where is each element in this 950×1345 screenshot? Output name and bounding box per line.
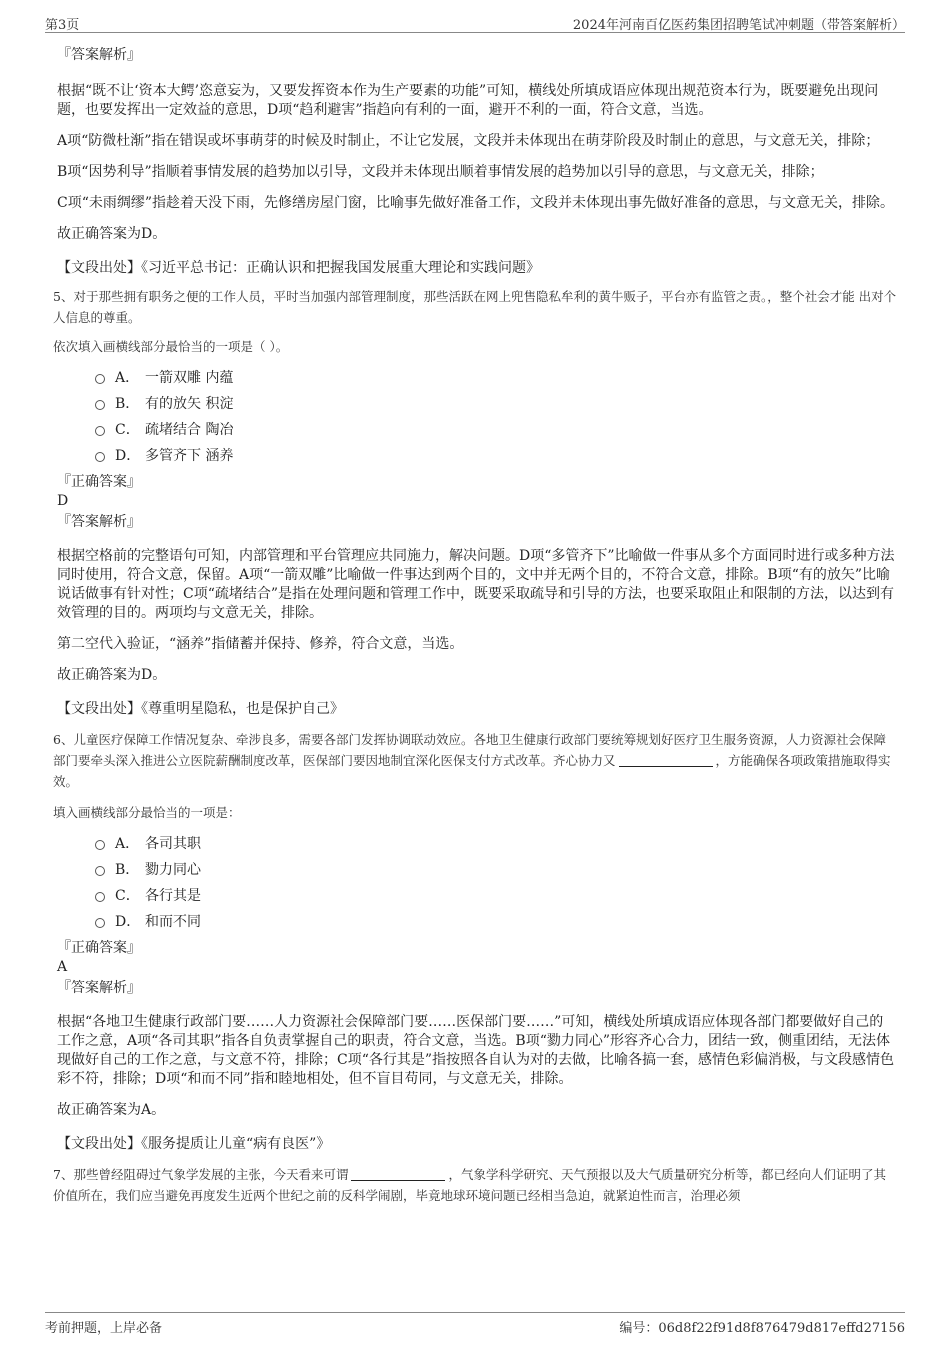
q5-stem: 5、对于那些拥有职务之便的工作人员，平时当加强内部管理制度，那些活跃在网上兜售隐私牟利的黄牛贩子，平台亦有监管之责。，整个社会才能 出对个人信息的尊重。 [53, 289, 897, 325]
q5-option-a[interactable] [95, 365, 897, 391]
q5-option-d[interactable] [95, 443, 897, 469]
radio-icon[interactable] [95, 374, 105, 384]
footer-slogan: 考前押题，上岸必备 [45, 1321, 163, 1336]
q6-option-d[interactable] [95, 909, 897, 935]
q6-option-b[interactable] [95, 857, 897, 883]
q4-analysis-paragraph: B项“因势利导”指顺着事情发展的趋势加以引导，文段并未体现出顺着事情发展的趋势加以引导的意思，与文意无关，排除； [57, 164, 824, 180]
q5-prompt: 依次填入画横线部分最恰当的一项是（ ）。 [53, 339, 289, 354]
document-code: 编号：06d8f22f91d8f876479d817effd27156 [619, 1321, 905, 1336]
page-header [45, 12, 905, 33]
q5-option-b[interactable] [95, 391, 897, 417]
q6-conclusion: 故正确答案为A。 [57, 1102, 166, 1118]
q6-stem-part: 6、儿童医疗保障工作情况复杂、牵涉良多，需要各部门发挥协调联动效应。各地卫生健康行政部门要统筹规划好医疗卫生服务资源，人力资源社会保障部门要牵头深入推进公立医院薪酬制度改革，医保部门要因地制宜深化医保支付方式改革。齐心协力又 [53, 732, 886, 768]
radio-icon[interactable] [95, 866, 105, 876]
q7-stem [53, 1164, 897, 1206]
document-body [53, 44, 897, 1206]
option-key: D． [115, 914, 141, 930]
q7-stem-part: 7、那些曾经阻碍过气象学发展的主张，今天看来可谓 [53, 1167, 349, 1182]
option-text: 各行其是 [145, 888, 201, 904]
q6-analysis-label: 『答案解析』 [57, 980, 141, 996]
q4-analysis-paragraph: A项“防微杜渐”指在错误或坏事萌芽的时候及时制止，不让它发展，文段并未体现出在萌芽阶段及时制止的意思，与文意无关，排除； [57, 133, 880, 149]
q5-analysis-paragraph: 根据空格前的完整语句可知，内部管理和平台管理应共同施力，解决问题。D项“多管齐下”比喻做一件事从多个方面同时进行或多种方法同时使用，符合文意，保留。A项“一箭双雕”比喻做一件事达到两个目的，文中并无两个目的，不符合文意，排除。B项“有的放矢”比喻说话做事有针对性；C项“疏堵结合”是指在处理问题和管理工作中，既要采取疏导和引导的方法，也要采取阻止和限制的方法，以达到有效管理的目的。两项均与文意无关，排除。 [57, 548, 895, 621]
option-text: 勠力同心 [145, 862, 201, 878]
q5-answer-label: 『正确答案』 [57, 474, 141, 490]
q6-options [57, 831, 897, 935]
q6-option-a[interactable] [95, 831, 897, 857]
answer-blank [619, 752, 713, 767]
radio-icon[interactable] [95, 426, 105, 436]
q5-answer: D [57, 493, 69, 509]
q5-option-c[interactable] [95, 417, 897, 443]
option-key: A． [115, 836, 140, 852]
q5-analysis-paragraph: 第二空代入验证，“涵养”指储蓄并保持、修养，符合文意，当选。 [57, 636, 464, 652]
option-text: 有的放矢 积淀 [145, 396, 234, 412]
option-text: 疏堵结合 陶冶 [145, 422, 234, 438]
q4-analysis-paragraph: 根据“既不让‘资本大鳄’恣意妄为，又要发挥资本作为生产要素的功能”可知，横线处所填成语应体现出规范资本行为，既要避免出现问题，也要发挥出一定效益的意思，D项“趋利避害”指趋向有利的一面，避开不利的一面，符合文意，当选。 [57, 83, 879, 118]
radio-icon[interactable] [95, 892, 105, 902]
option-text: 各司其职 [145, 836, 201, 852]
option-key: C． [115, 422, 140, 438]
q4-source: 【文段出处】《习近平总书记：正确认识和把握我国发展重大理论和实践问题》 [57, 260, 540, 276]
option-key: A． [115, 370, 140, 386]
document-title: 2024年河南百亿医药集团招聘笔试冲刺题（带答案解析） [572, 18, 905, 33]
q5-options [57, 365, 897, 469]
option-key: C． [115, 888, 140, 904]
q6-stem [53, 729, 897, 792]
option-text: 多管齐下 涵养 [145, 448, 234, 464]
q4-analysis-label: 『答案解析』 [57, 47, 141, 63]
page-footer [45, 1312, 905, 1336]
radio-icon[interactable] [95, 840, 105, 850]
option-key: B． [115, 862, 140, 878]
q6-answer-label: 『正确答案』 [57, 940, 141, 956]
q5-conclusion: 故正确答案为D。 [57, 667, 167, 683]
option-key: D． [115, 448, 141, 464]
radio-icon[interactable] [95, 452, 105, 462]
q4-analysis-paragraph: C项“未雨绸缪”指趁着天没下雨，先修缮房屋门窗，比喻事先做好准备工作，文段并未体现出事先做好准备的意思，与文意无关，排除。 [57, 195, 895, 211]
q6-option-c[interactable] [95, 883, 897, 909]
option-text: 一箭双雕 内蕴 [145, 370, 234, 386]
q5-analysis-label: 『答案解析』 [57, 514, 141, 530]
q7-stem-part: ，气象学科学研究、天气预报以及大气质量研究分析等，都已经向人们证明了其价值所在，我们应当避免再度发生近两个世纪之前的反科学闹剧，毕竟地球环境问题已经相当急迫，就紧迫性而言，治理必须 [53, 1167, 886, 1203]
answer-blank [351, 1166, 445, 1181]
q6-answer: A [57, 959, 68, 975]
q6-source: 【文段出处】《服务提质让儿童“病有良医”》 [57, 1136, 331, 1152]
q5-source: 【文段出处】《尊重明星隐私，也是保护自己》 [57, 701, 344, 717]
option-text: 和而不同 [145, 914, 201, 930]
radio-icon[interactable] [95, 400, 105, 410]
q4-conclusion: 故正确答案为D。 [57, 226, 167, 242]
q6-prompt: 填入画横线部分最恰当的一项是： [53, 805, 241, 820]
radio-icon[interactable] [95, 918, 105, 928]
q6-stem-part: ，方能确保各项政策措施取得实效。 [53, 753, 891, 789]
page-number: 第3页 [45, 18, 80, 33]
option-key: B． [115, 396, 140, 412]
q6-analysis-paragraph: 根据“各地卫生健康行政部门要……人力资源社会保障部门要……医保部门要……”可知，横线处所填成语应体现各部门都要做好自己的工作之意，A项“各司其职”指各自负责掌握自己的职责，符合文意，当选。B项“勠力同心”形容齐心合力，团结一致，侧重团结，无法体现做好自己的工作之意，与文意不符，排除；C项“各行其是”指按照各自认为对的去做，比喻各搞一套，感情色彩偏消极，与文段感情色彩不符，排除；D项“和而不同”指和睦地相处，但不盲目苟同，与文意无关，排除。 [57, 1014, 895, 1087]
